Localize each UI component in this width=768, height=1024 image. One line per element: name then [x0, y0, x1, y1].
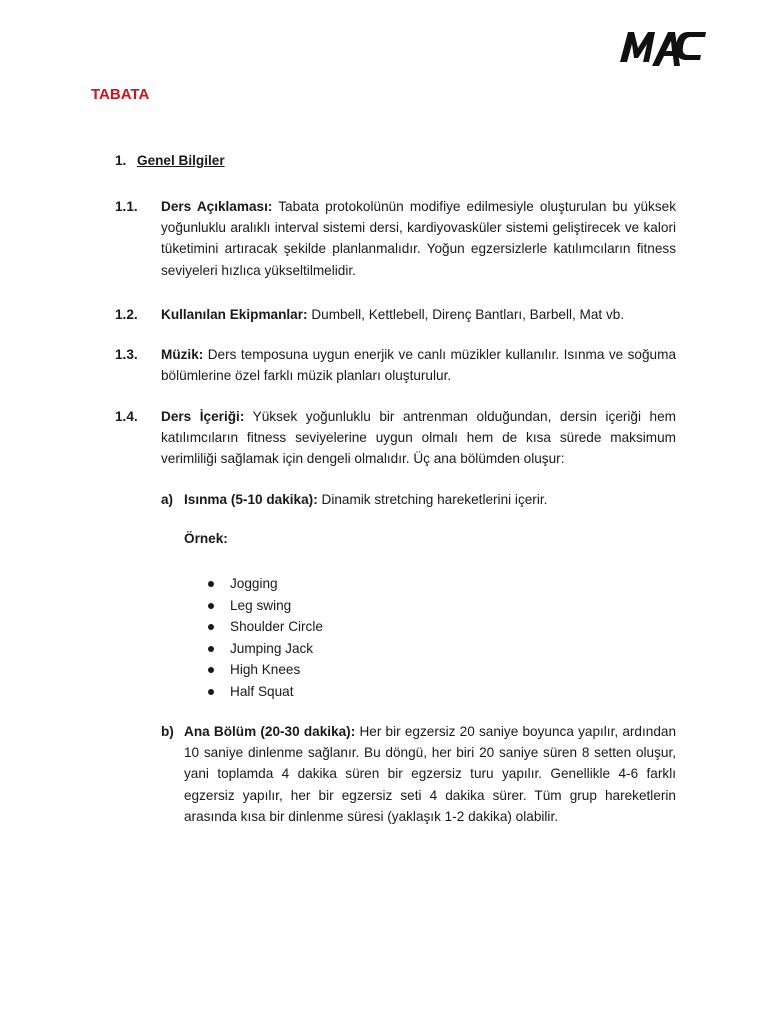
- sub-body: [184, 489, 676, 510]
- item-number: 1.4.: [115, 409, 138, 424]
- list-item-text: Leg swing: [230, 597, 292, 613]
- sub-main-section: [161, 721, 676, 827]
- logo-letter-m: [620, 32, 655, 62]
- sub-letter: a): [161, 492, 174, 507]
- bullet-icon: [208, 689, 214, 695]
- mac-logo: [618, 28, 708, 68]
- bullet-icon: [208, 603, 214, 609]
- item-music: [115, 344, 676, 386]
- list-item-text: Half Squat: [230, 683, 294, 699]
- item-body: [161, 406, 676, 470]
- list-item-text: High Knees: [230, 662, 301, 678]
- item-text: Yüksek yoğunluklu bir antrenman olduğundan, dersin içeriği hem katılımcıların fitness seviyelerine uygun olmalı hem de kısa sürede maksimum verimliliği sağlamak için dengeli olmalıdır. Üç ana bölümden oluşur:: [161, 409, 677, 467]
- item-number: 1.2.: [115, 307, 138, 322]
- logo-letter-a: [652, 32, 680, 66]
- section-number: 1.: [115, 153, 127, 168]
- item-body: [161, 344, 676, 386]
- list-item-text: Jogging: [230, 576, 278, 591]
- list-item: [184, 659, 323, 681]
- item-label: Kullanılan Ekipmanlar:: [161, 307, 308, 322]
- sub-letter: b): [161, 724, 174, 739]
- sub-label: Isınma (5-10 dakika):: [184, 492, 318, 507]
- sub-body: [184, 721, 676, 827]
- sub-text: Her bir egzersiz 20 saniye boyunca yapılır, ardından 10 saniye dinlenme sağlanır. Bu döngü, her biri 20 saniye süren 8 setten oluşur, yani toplamda 4 dakika süren bir egzersiz turu yapılır. Genellikle 4-6 farklı egzersiz yapılır, her bir egzersiz seti 4 dakika sürer. Tüm grup hareketlerin arasında kısa bir dinlenme süresi (yaklaşık 1-2 dakika) olabilir.: [184, 724, 676, 824]
- item-label: Ders İçeriği:: [161, 409, 245, 424]
- sub-label: Ana Bölüm (20-30 dakika):: [184, 724, 356, 739]
- list-item: [184, 681, 323, 703]
- section-title: Genel Bilgiler: [137, 153, 225, 168]
- item-label: Ders Açıklaması:: [161, 199, 273, 214]
- list-item: [184, 595, 323, 617]
- item-text: Tabata protokolünün modifiye edilmesiyle oluşturulan bu yüksek yoğunluklu aralıklı interval sistemi dersi, kardiyovasküler sistemi geliştirecek ve kalori tüketimini artıracak şekilde planlanmalıdır. Yoğun egzersizlerle katılımcıların fitness seviyeleri hızlıca yükseltilmelidir.: [161, 199, 676, 278]
- item-description: [115, 196, 676, 281]
- list-item: [184, 616, 323, 638]
- sub-text: Dinamik stretching hareketlerini içerir.: [317, 492, 548, 507]
- item-number: 1.3.: [115, 347, 138, 362]
- bullet-icon: [208, 624, 214, 630]
- bullet-icon: [208, 581, 214, 587]
- list-item: [184, 638, 323, 660]
- list-item: [184, 573, 323, 595]
- bullet-icon: [208, 667, 214, 673]
- bullet-icon: [208, 646, 214, 652]
- item-content: [115, 406, 676, 470]
- item-equipment: [115, 304, 676, 325]
- example-label: Örnek:: [184, 531, 228, 546]
- item-body: [161, 196, 676, 281]
- item-text: Dumbell, Kettlebell, Direnç Bantları, Barbell, Mat vb.: [307, 307, 625, 322]
- item-body: [161, 304, 676, 325]
- item-number: 1.1.: [115, 199, 138, 214]
- item-text: Ders temposuna uygun enerjik ve canlı müzikler kullanılır. Isınma ve soğuma bölümlerine özel farklı müzik planları oluşturulur.: [161, 347, 676, 384]
- logo-letter-c: [676, 32, 706, 60]
- item-label: Müzik:: [161, 347, 204, 362]
- list-item-text: Shoulder Circle: [230, 619, 323, 635]
- document-title: TABATA: [91, 86, 150, 103]
- sub-warmup: [161, 489, 676, 510]
- example-list: [184, 573, 323, 703]
- list-item-text: Jumping Jack: [230, 640, 314, 656]
- section-heading: [115, 153, 225, 168]
